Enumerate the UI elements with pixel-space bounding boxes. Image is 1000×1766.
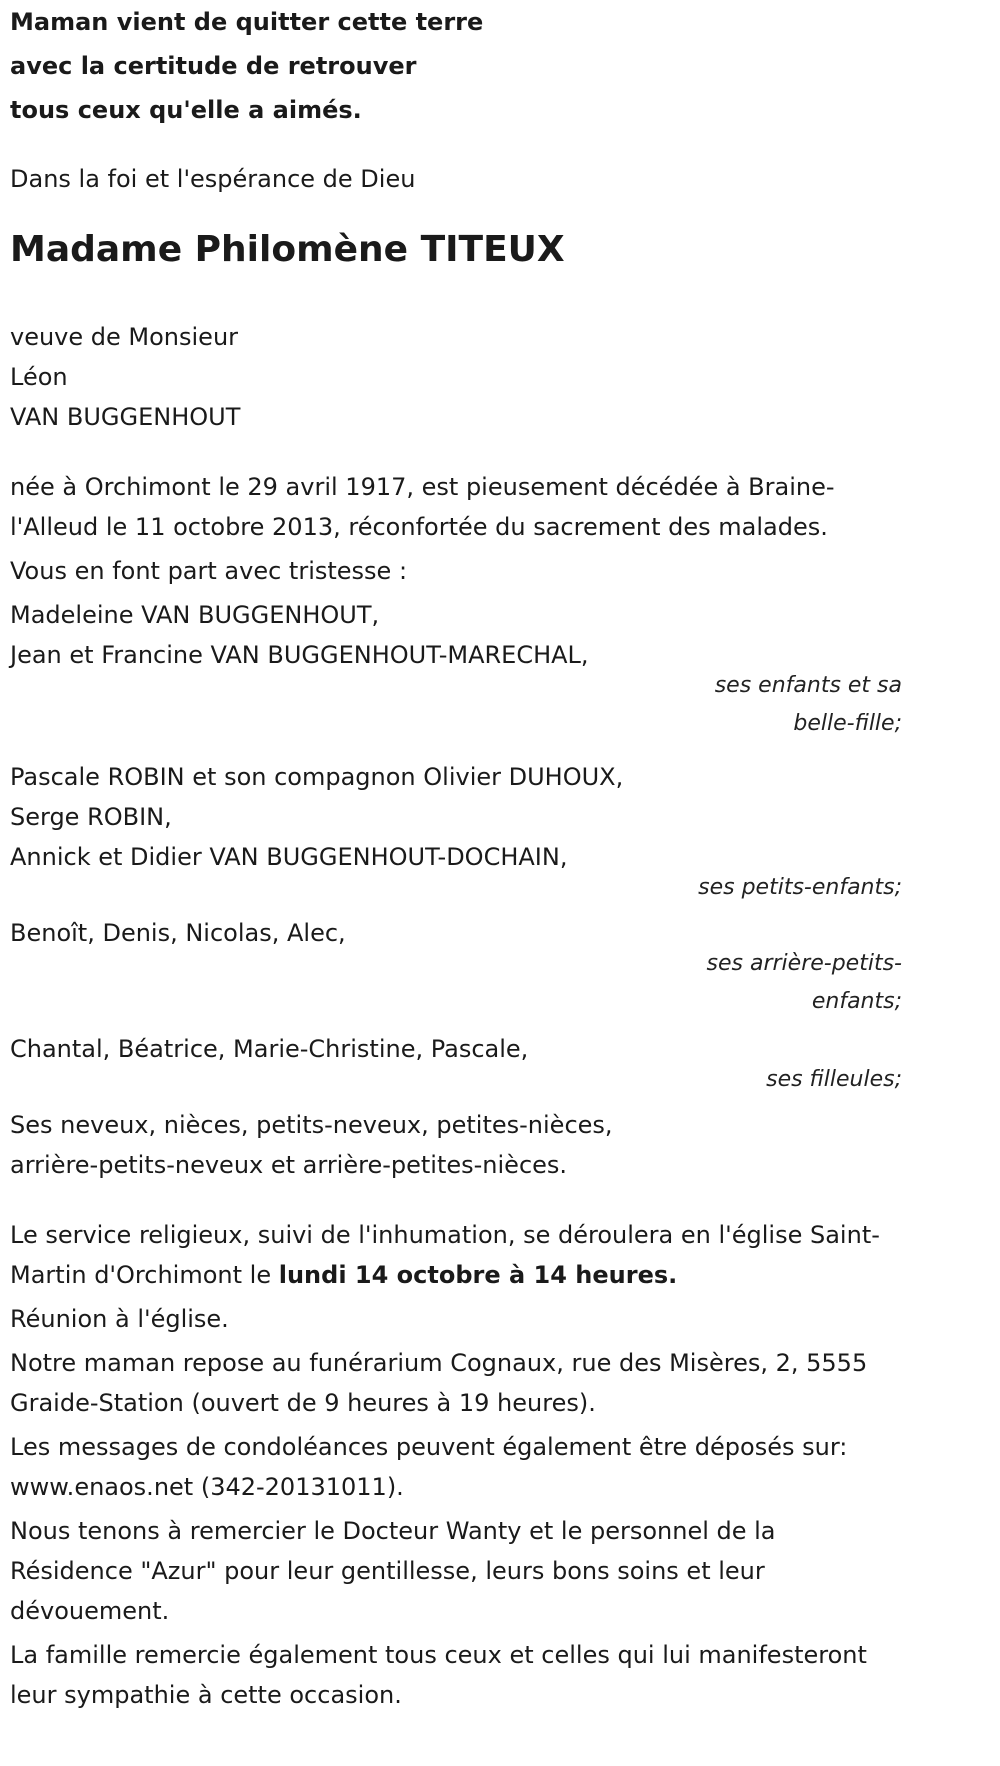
- family-role: ses petits-enfants;: [698, 875, 902, 900]
- deceased-name: Madame Philomène TITEUX: [10, 229, 565, 270]
- thanks-doctor: Nous tenons à remercier le Docteur Wanty et le personnel de la Résidence "Azur" pour leur gentillesse, leurs bons soins et leur dévouement.: [10, 1517, 776, 1625]
- family-grandchildren: [10, 757, 902, 907]
- family-goddaughters: [10, 1029, 902, 1099]
- family-name: Pascale ROBIN et son compagnon Olivier DUHOUX,: [10, 763, 624, 791]
- intro-line: tous ceux qu'elle a aimés.: [10, 96, 362, 124]
- family-name: Jean et Francine VAN BUGGENHOUT-MARECHAL,: [10, 641, 589, 669]
- family-children: [10, 595, 902, 743]
- widow-of-line: veuve de Monsieur: [10, 323, 239, 351]
- thanks-family: La famille remercie également tous ceux et celles qui lui manifesteront leur sympathie à cette occasion.: [10, 1641, 867, 1709]
- family-name: Madeleine VAN BUGGENHOUT,: [10, 601, 380, 629]
- family-name: Serge ROBIN,: [10, 803, 172, 831]
- intro-line: avec la certitude de retrouver: [10, 52, 417, 80]
- family-name: Benoît, Denis, Nicolas, Alec,: [10, 919, 346, 947]
- announce: Vous en font part avec tristesse :: [10, 557, 408, 585]
- family-nephews: Ses neveux, nièces, petits-neveux, petites-nièces, arrière-petits-neveux et arrière-petites-nièces.: [10, 1111, 613, 1179]
- widow-of-line: VAN BUGGENHOUT: [10, 403, 241, 431]
- intro-verse: [10, 0, 902, 135]
- intro-line: Maman vient de quitter cette terre: [10, 8, 484, 36]
- faith-line: Dans la foi et l'espérance de Dieu: [10, 165, 416, 193]
- family-great-grandchildren: [10, 913, 902, 1021]
- birth-death: née à Orchimont le 29 avril 1917, est pieusement décédée à Braine-l'Alleud le 11 octobre 2013, réconfortée du sacrement des malades.: [10, 473, 835, 541]
- condolences: Les messages de condoléances peuvent également être déposés sur: www.enaos.net (342-20131011).: [10, 1433, 848, 1501]
- funeral-home: Notre maman repose au funérarium Cognaux, rue des Misères, 2, 5555 Graide-Station (ouvert de 9 heures à 19 heures).: [10, 1349, 868, 1417]
- family-role: ses arrière-petits-enfants;: [706, 951, 902, 1014]
- meeting: Réunion à l'église.: [10, 1305, 229, 1333]
- service-date: lundi 14 octobre à 14 heures.: [278, 1261, 678, 1289]
- service-text: Le service religieux, suivi de l'inhumation, se déroulera en l'église Saint-Martin d'Orchimont le: [10, 1221, 880, 1289]
- service-info: [10, 1215, 902, 1295]
- family-name: Chantal, Béatrice, Marie-Christine, Pascale,: [10, 1035, 529, 1063]
- family-role: ses enfants et sa belle-fille;: [714, 673, 902, 736]
- family-name: Annick et Didier VAN BUGGENHOUT-DOCHAIN,: [10, 843, 568, 871]
- family-role: ses filleules;: [766, 1067, 902, 1092]
- widow-of-block: [10, 317, 902, 437]
- widow-of-line: Léon: [10, 363, 68, 391]
